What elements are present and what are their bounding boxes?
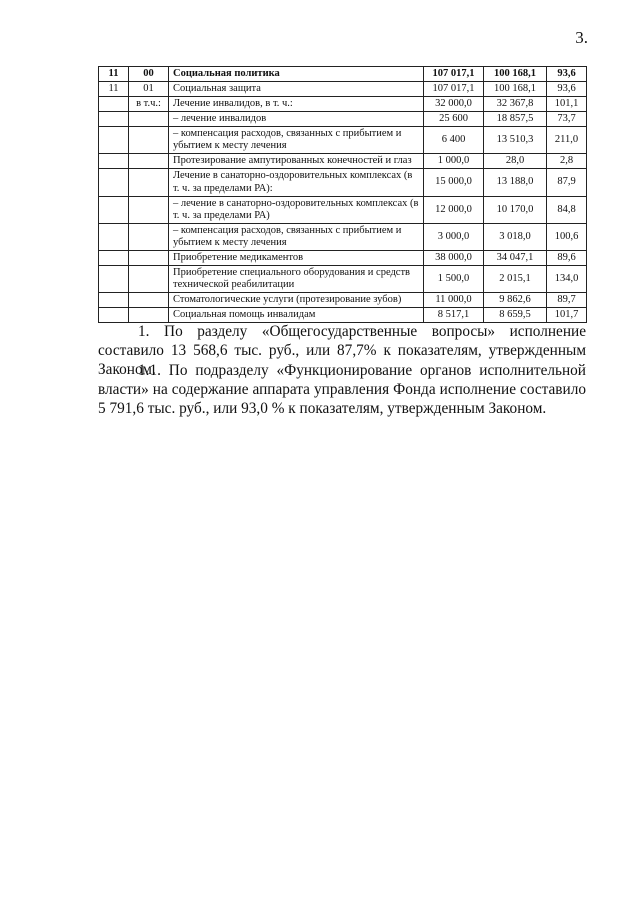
paragraph-executive-bodies: 1.1. По подразделу «Функционирование органов исполнительной власти» на содержание аппарата управления Фонда исполнение составило 5 791,6 тыс. руб., или 93,0 % к показателям, утвержденным Законом.	[98, 362, 586, 417]
table-row	[99, 265, 587, 292]
paragraph-general-issues: 1. По разделу «Общегосударственные вопросы» исполнение составило 13 568,6 тыс. руб., или 87,7% к показателям, утвержденным Законом.	[98, 323, 586, 378]
percent-cell: 89,6	[547, 250, 587, 265]
planned-amount-cell: 1 000,0	[424, 154, 484, 169]
section-code-cell	[99, 97, 129, 112]
percent-cell: 87,9	[547, 169, 587, 196]
item-name-cell: – лечение в санаторно-оздоровительных комплексах (в т. ч. за пределами РА)	[169, 196, 424, 223]
table-row	[99, 154, 587, 169]
subsection-code-cell	[129, 223, 169, 250]
actual-amount-cell: 3 018,0	[484, 223, 547, 250]
section-code-cell	[99, 112, 129, 127]
subsection-code-cell: 00	[129, 67, 169, 82]
actual-amount-cell: 18 857,5	[484, 112, 547, 127]
item-name-cell: Стоматологические услуги (протезирование зубов)	[169, 293, 424, 308]
planned-amount-cell: 15 000,0	[424, 169, 484, 196]
actual-amount-cell: 100 168,1	[484, 67, 547, 82]
subsection-code-cell: в т.ч.:	[129, 97, 169, 112]
item-name-cell: Социальная защита	[169, 82, 424, 97]
subsection-code-cell	[129, 196, 169, 223]
section-code-cell	[99, 196, 129, 223]
item-name-cell: – компенсация расходов, связанных с прибытием и убытием к месту лечения	[169, 127, 424, 154]
table-row	[99, 82, 587, 97]
percent-cell: 73,7	[547, 112, 587, 127]
percent-cell: 93,6	[547, 82, 587, 97]
table-row	[99, 127, 587, 154]
item-name-cell: Лечение в санаторно-оздоровительных комплексах (в т. ч. за пределами РА):	[169, 169, 424, 196]
budget-table	[98, 66, 587, 323]
actual-amount-cell: 8 659,5	[484, 308, 547, 323]
table-row	[99, 196, 587, 223]
subsection-code-cell	[129, 293, 169, 308]
planned-amount-cell: 107 017,1	[424, 67, 484, 82]
percent-cell: 134,0	[547, 265, 587, 292]
actual-amount-cell: 32 367,8	[484, 97, 547, 112]
section-code-cell	[99, 308, 129, 323]
planned-amount-cell: 11 000,0	[424, 293, 484, 308]
subsection-code-cell	[129, 112, 169, 127]
percent-cell: 93,6	[547, 67, 587, 82]
percent-cell: 101,7	[547, 308, 587, 323]
actual-amount-cell: 9 862,6	[484, 293, 547, 308]
planned-amount-cell: 107 017,1	[424, 82, 484, 97]
subsection-code-cell	[129, 308, 169, 323]
table-row	[99, 293, 587, 308]
percent-cell: 211,0	[547, 127, 587, 154]
item-name-cell: – компенсация расходов, связанных с прибытием и убытием к месту лечения	[169, 223, 424, 250]
actual-amount-cell: 100 168,1	[484, 82, 547, 97]
subsection-code-cell	[129, 250, 169, 265]
percent-cell: 84,8	[547, 196, 587, 223]
actual-amount-cell: 13 188,0	[484, 169, 547, 196]
planned-amount-cell: 1 500,0	[424, 265, 484, 292]
actual-amount-cell: 28,0	[484, 154, 547, 169]
subsection-code-cell	[129, 127, 169, 154]
planned-amount-cell: 6 400	[424, 127, 484, 154]
planned-amount-cell: 8 517,1	[424, 308, 484, 323]
section-code-cell	[99, 250, 129, 265]
section-code-cell: 11	[99, 82, 129, 97]
subsection-code-cell	[129, 169, 169, 196]
section-code-cell	[99, 127, 129, 154]
actual-amount-cell: 2 015,1	[484, 265, 547, 292]
percent-cell: 89,7	[547, 293, 587, 308]
table-row	[99, 112, 587, 127]
item-name-cell: Социальная политика	[169, 67, 424, 82]
item-name-cell: Приобретение медикаментов	[169, 250, 424, 265]
planned-amount-cell: 12 000,0	[424, 196, 484, 223]
section-code-cell	[99, 169, 129, 196]
table-row	[99, 97, 587, 112]
item-name-cell: Протезирование ампутированных конечностей и глаз	[169, 154, 424, 169]
percent-cell: 2,8	[547, 154, 587, 169]
subsection-code-cell	[129, 154, 169, 169]
table-row	[99, 67, 587, 82]
section-code-cell	[99, 223, 129, 250]
actual-amount-cell: 13 510,3	[484, 127, 547, 154]
table-row	[99, 250, 587, 265]
item-name-cell: Социальная помощь инвалидам	[169, 308, 424, 323]
item-name-cell: Приобретение специального оборудования и средств технической реабилитации	[169, 265, 424, 292]
actual-amount-cell: 10 170,0	[484, 196, 547, 223]
subsection-code-cell	[129, 265, 169, 292]
subsection-code-cell: 01	[129, 82, 169, 97]
item-name-cell: – лечение инвалидов	[169, 112, 424, 127]
section-code-cell	[99, 265, 129, 292]
table-row	[99, 308, 587, 323]
planned-amount-cell: 32 000,0	[424, 97, 484, 112]
planned-amount-cell: 25 600	[424, 112, 484, 127]
table-row	[99, 169, 587, 196]
item-name-cell: Лечение инвалидов, в т. ч.:	[169, 97, 424, 112]
section-code-cell	[99, 154, 129, 169]
planned-amount-cell: 38 000,0	[424, 250, 484, 265]
table-row	[99, 223, 587, 250]
actual-amount-cell: 34 047,1	[484, 250, 547, 265]
section-code-cell	[99, 293, 129, 308]
page-number: 3.	[575, 28, 588, 47]
planned-amount-cell: 3 000,0	[424, 223, 484, 250]
percent-cell: 101,1	[547, 97, 587, 112]
section-code-cell: 11	[99, 67, 129, 82]
budget-table-body	[99, 67, 587, 323]
percent-cell: 100,6	[547, 223, 587, 250]
